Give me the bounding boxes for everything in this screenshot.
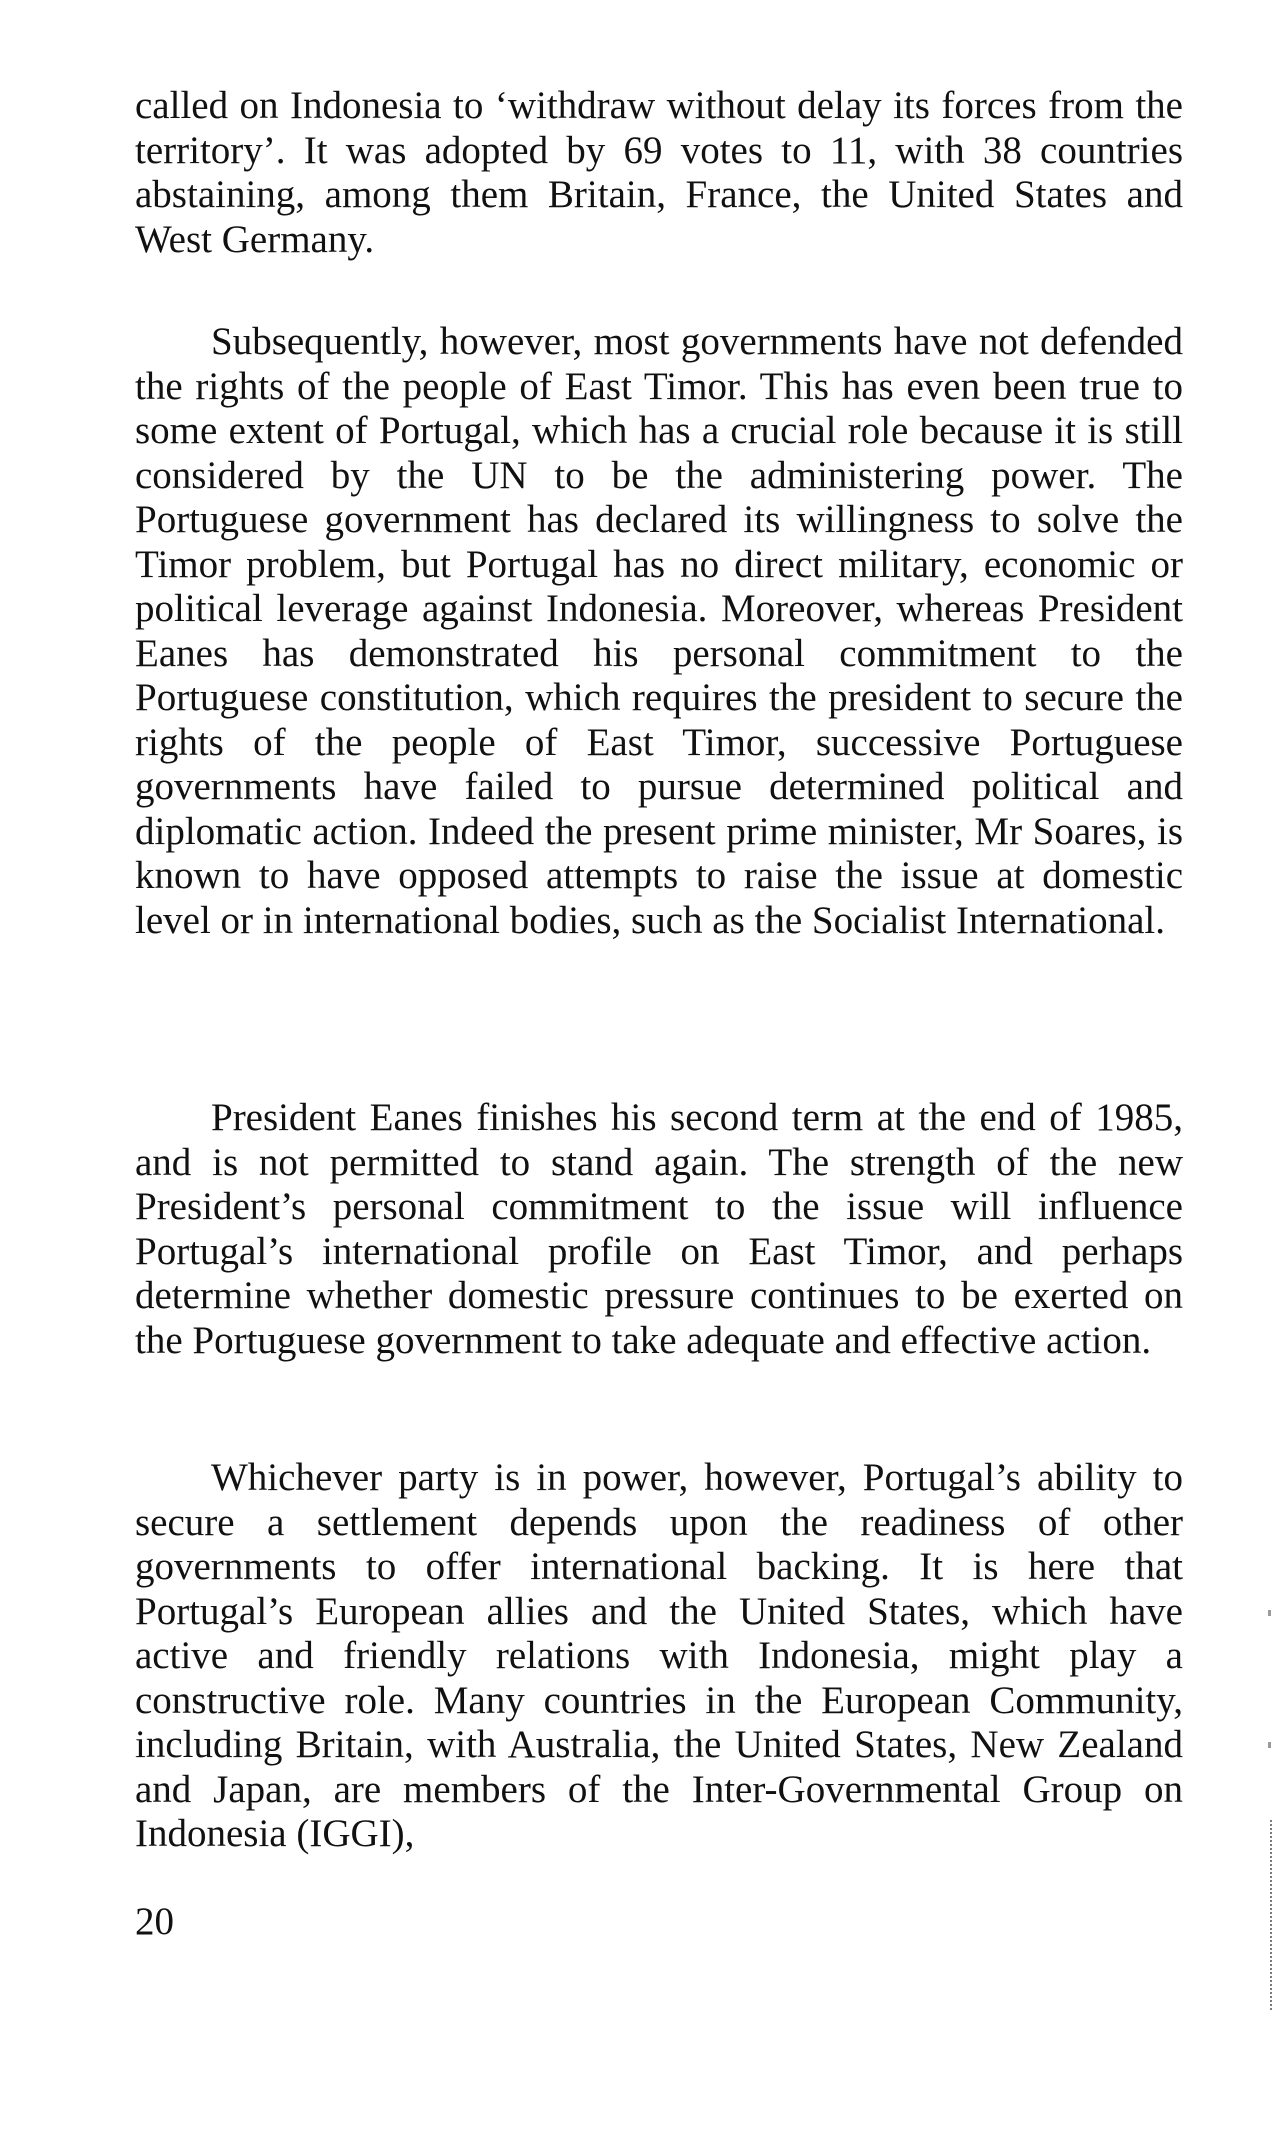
scan-edge-mark xyxy=(1268,1742,1271,1748)
paragraph-governments: Subsequently, however, most governments have not defended the rights of the people of East Timor. This has even been true to some extent of Portugal, which has a crucial role because it is still considered by the UN to be the administering power. The Portuguese government has declared its willingness to solve the Timor problem, but Portugal has no direct military, economic or political leverage against Indonesia. Moreover, whereas President Eanes has demonstrated his personal commitment to the Portuguese constitution, which requires the president to secure the rights of the people of East Timor, successive Portuguese governments have failed to pursue determined political and diplomatic action. Indeed the present prime minister, Mr Soares, is known to have opposed attempts to raise the issue at domestic level or in international bodies, such as the Socialist International. xyxy=(135,320,1183,942)
paragraph-continuation: called on Indonesia to ‘withdraw without delay its forces from the territory’. It was adopted by 69 votes to 11, with 38 countries abstaining, among them Britain, France, the United States and West Germany. xyxy=(135,84,1183,261)
scan-edge-mark xyxy=(1268,1610,1271,1616)
scan-edge-marks xyxy=(1270,1820,1274,2010)
paragraph-international-backing: Whichever party is in power, however, Portugal’s ability to secure a settlement depends upon the readiness of other governments to offer international backing. It is here that Portugal’s European allies and the United States, which have active and friendly relations with Indonesia, might play a constructive role. Many countries in the European Community, including Britain, with Australia, the United States, New Zealand and Japan, are members of the Inter-Governmental Group on Indonesia (IGGI), xyxy=(135,1456,1183,1855)
paragraph-president-eanes: President Eanes finishes his second term at the end of 1985, and is not permitted to stand again. The strength of the new President’s personal commitment to the issue will influence Portugal’s international profile on East Timor, and perhaps determine whether domestic pressure continues to be exerted on the Portuguese government to take adequate and effective action. xyxy=(135,1096,1183,1362)
page-number: 20 xyxy=(135,1900,174,1943)
